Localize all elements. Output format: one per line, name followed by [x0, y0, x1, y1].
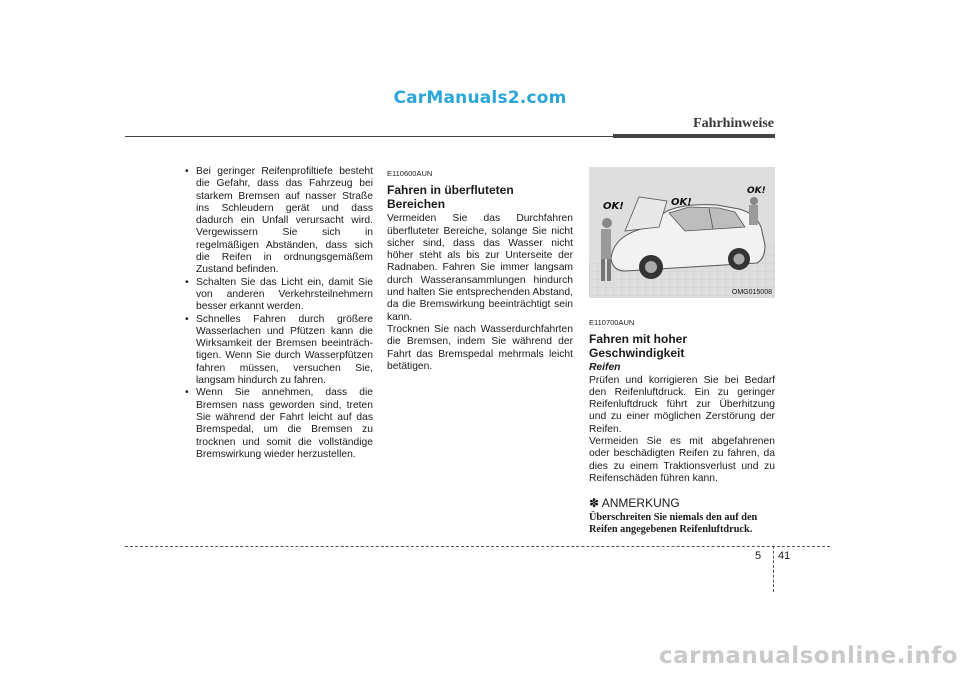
note-heading — [589, 497, 775, 509]
section-code: E110600AUN — [387, 169, 433, 178]
footer-rule — [125, 546, 830, 547]
bullet-item: • Schnelles Fahren durch größere Wasserlachen und Pfützen kann die Wirksamkeit der Bremsen beeinträch-tigen. Wenn Sie durch Wasserpfützen fahren müssen, versuchen Sie, langsam hindurch zu fahren. — [185, 313, 373, 387]
bullet-text: Schalten Sie das Licht ein, damit Sie von anderen Verkehrsteilnehmern besser erkannt werden. — [196, 276, 373, 313]
bullet-text: Schnelles Fahren durch größere Wasserlachen und Pfützen kann die Wirksamkeit der Bremsen beeinträch-tigen. Wenn Sie durch Wasserpfützen fahren müssen, versuchen Sie, langsam hindurch zu fahren. — [196, 313, 373, 387]
bullet-item: • Bei geringer Reifenprofiltiefe besteht die Gefahr, dass das Fahrzeug bei starkem Bremsen auf nasser Straße ins Schleudern gerät und dass dadurch ein Unfall verursacht wird. Vergewissern Sie sich in regelmäßigen Abständen, dass sich die Reifen in ordnungsgemäßem Zustand befinden. — [185, 166, 373, 276]
note-symbol-icon: ✽ — [589, 496, 600, 511]
section-heading: Fahren in überfluteten Bereichen — [387, 183, 514, 212]
bullet-item: • Wenn Sie annehmen, dass die Bremsen nass geworden sind, treten Sie während der Fahrt leicht auf das Bremspedal, um die Bremsen zu trocknen und somit die vollständige Bremswirkung wieder herzustellen. — [185, 387, 373, 460]
middle-column — [387, 168, 573, 373]
paragraph: Vermeiden Sie es mit abgefahrenen oder beschädigten Reifen zu fahren, da dies zu einem Traktionsverlust und zu Reifenschäden führen kann. — [589, 436, 775, 484]
header-bar — [613, 134, 775, 138]
section-code: E110700AUN — [589, 318, 635, 327]
left-column — [185, 166, 373, 461]
paragraph: Prüfen und korrigieren Sie bei Bedarf den Reifenluftdruck. Ein zu geringer Reifenluftdruck führt zur Überhitzung und zu einer möglichen Zerstörung der Reifen. — [589, 374, 775, 435]
right-column — [589, 317, 775, 536]
figure-label: OK! — [603, 201, 624, 212]
section-heading: Fahren mit hoher Geschwindigkeit — [589, 332, 688, 361]
page-number: 41 — [778, 550, 791, 562]
bullet-text: Bei geringer Reifenprofiltiefe besteht die Gefahr, dass das Fahrzeug bei starkem Bremsen auf nasser Straße ins Schleudern gerät und dass dadurch ein Unfall verursacht wird. Vergewissern Sie sich in regelmäßigen Abständen, dass sich die Reifen in ordnungsgemäßem Zustand befinden. — [196, 166, 373, 276]
paragraph: Vermeiden Sie das Durchfahren überfluteter Bereiche, solange Sie nicht sicher sind, dass das Wasser nicht höher steht als bis zur Unterseite der Radnaben. Fahren Sie immer langsam durch Wasseransammlungen hindurch und halten Sie entsprechenden Abstand, da die Bremswirkung beeinträchtigt sein kann. — [387, 213, 573, 323]
watermark-bottom: carmanualsonline.info — [658, 643, 958, 669]
footer-divider — [773, 546, 774, 592]
figure-label: OK! — [671, 197, 692, 208]
chapter-number: 5 — [755, 550, 762, 562]
note-text: Überschreiten Sie niemals den auf den Reifen angegebenen Reifenluftdruck. — [589, 511, 758, 535]
bullet-text: Wenn Sie annehmen, dass die Bremsen nass geworden sind, treten Sie während der Fahrt leicht auf das Bremspedal, um die Bremsen zu trocknen und somit die vollständige Bremswirkung wieder herzustellen. — [196, 387, 373, 460]
header-rule — [125, 136, 613, 137]
illustration-car-tire-check — [589, 167, 775, 298]
bullet-list — [185, 166, 373, 461]
figure-label: OK! — [747, 186, 766, 196]
bullet-item: • Schalten Sie das Licht ein, damit Sie von anderen Verkehrsteilnehmern besser erkannt werden. — [185, 276, 373, 313]
note-title: ANMERKUNG — [601, 496, 680, 511]
car-illustration — [589, 167, 775, 298]
paragraph: Trocknen Sie nach Wasserdurchfahrten die Bremsen, indem Sie während der Fahrt das Bremspedal mehrmals leicht betätigen. — [387, 323, 573, 372]
watermark-top: CarManuals2.com — [393, 88, 567, 108]
figure-code: OMG015008 — [731, 289, 772, 296]
section-title: Fahrhinweise — [693, 116, 774, 131]
subheading: Reifen — [589, 362, 621, 374]
